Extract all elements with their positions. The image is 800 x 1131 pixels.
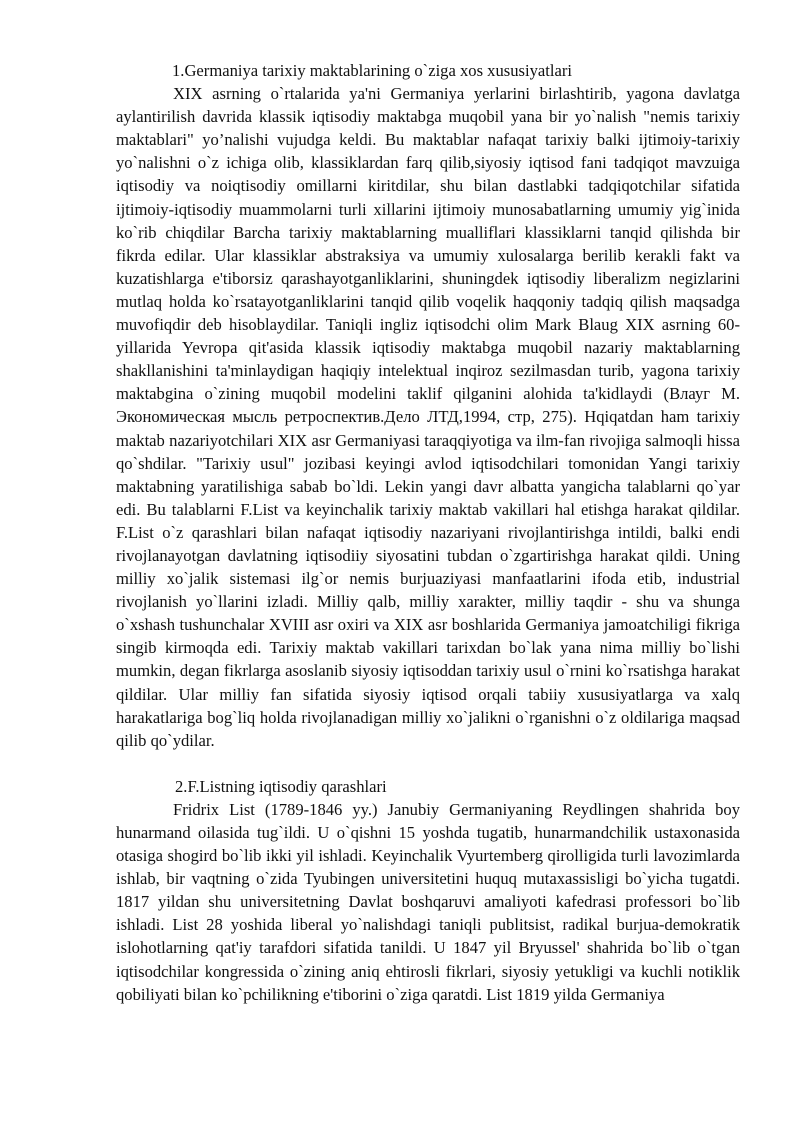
section-2-heading: 2.F.Listning iqtisodiy qarashlari	[175, 776, 387, 796]
section-1-heading: 1.Germaniya tarixiy maktablarining o`ziga xos xususiyatlari	[172, 61, 572, 80]
document-page	[116, 59, 740, 1006]
section-spacer	[116, 752, 740, 775]
section-1-paragraph: XIX asrning o`rtalarida ya'ni Germaniya yerlarini birlashtirib, yagona davlatga aylantirilish davrida klassik iqtisodiy maktabga muqobil yana bir yo`nalish "nemis tarixiy maktablari" yo’nalishi vujudga keldi. Bu maktablar nafaqat tarixiy balki ijtimoiy-tarixiy yo`nalishni o`z ichiga olib, klassiklardan farq qilib,siyosiy iqtisod fani tadqiqot mavzuiga iqtisodiy va noiqtisodiy omillarni kiritdilar, shu bilan dastlabki tadqiqotchilar sifatida ijtimoiy-iqtisodiy muammolarni turli xillarini ijtimoiy munosabatlarning umumiy yig`inida ko`rib chiqdilar Barcha tarixiy maktablarning mualliflari klassiklarni tanqid qilishda bir fikrda edilar. Ular klassiklar abstraksiya va umumiy xulosalarga berilib kerakli fakt va kuzatishlarga e'tiborsiz qarashayotganliklarini, shuningdek iqtisodiy liberalizm negizlarini mutlaq holda ko`rsatayotganliklarini tanqid qilib voqelik haqqoniy tadqiq qilish maqsadga muvofiqdir deb hisoblaydilar. Taniqli ingliz iqtisodchi olim Mark Blaug XIX asrning 60-yillarida Yevropa qit'asida klassik iqtisodiy maktabga muqobil nazariy maktablarning shakllanishini ta'minlaydigan haqiqiy intelektual inqiroz sezilmasdan turib, yagona tarixiy maktabgina o`zining muqobil modelini taklif qilganini alohida ta'kidlaydi (Влауг М. Экономическая мысль ретроспектив.Дело ЛТД,1994, стр, 275). Hqiqatdan ham tarixiy maktab nazariyotchilari XIX asr Germaniyasi taraqqiyotiga va ilm-fan rivojiga salmoqli hissa qo`shdilar. "Tarixiy usul" jozibasi keyingi avlod iqtisodchilari tomonidan Yangi tarixiy maktabning yaratilishiga sabab bo`ldi. Lekin yangi davr albatta yangicha talablarni qo`yar edi. Bu talablarni F.List va keyinchalik tarixiy maktab vakillari hal etishga harakat qildilar. F.List o`z qarashlari bilan nafaqat iqtisodiy nazariyani rivojlantirishga intildi, balki endi rivojlanayotgan davlatning iqtisodiiy siyosatini tubdan o`zgartirishga harakat qildi. Uning milliy xo`jalik sistemasi ilg`or nemis burjuaziyasi manfaatlarini ifoda etib, industrial rivojlanish yo`llarini izladi. Milliy qalb, milliy xarakter, milliy taqdir - shu va shunga o`xshash tushunchalar XVIII asr oxiri va XIX asr boshlarida Germaniya jamoatchiligi fikriga singib kirmoqda edi. Tarixiy maktab vakillari tarixdan bo`lak yana nima milliy bo`lishi mumkin, degan fikrlarga asoslanib siyosiy iqtisoddan tarixiy usul o`rnini ko`rsatishga harakat qildilar. Ular milliy fan sifatida siyosiy iqtisod orqali tabiiy xususiyatlarga va xalq harakatlariga bog`liq holda rivojlanadigan milliy xo`jalikni o`rganishni o`z oldilariga maqsad qilib qo`ydilar.	[116, 84, 740, 750]
section-2-paragraph: Fridrix List (1789-1846 yy.) Janubiy Germaniyaning Reydlingen shahrida boy hunarmand oilasida tug`ildi. U o`qishni 15 yoshda tugatib, hunarmandchilik ustaxonasida otasiga shogird bo`lib ikki yil ishladi. Keyinchalik Vyurtemberg qirolligida turli lavozimlarda ishlab, bir vaqtning o`zida Tyubingen universitetini huquq mutaxassisligi bo`yicha tugatdi. 1817 yildan shu universitetning Davlat boshqaruvi amaliyoti kafedrasi professori bo`lib ishladi. List 28 yoshida liberal yo`nalishdagi taniqli publitsist, radikal burjua-demokratik islohotlarning qat'iy tarafdori sifatida tanildi. U 1847 yil Bryussel' shahrida bo`lib o`tgan iqtisodchilar kongressida o`zining aniq ehtirosli fikrlari, siyosiy yetukligi va kuchli notiklik qobiliyati bilan ko`pchilikning e'tiborini o`ziga qaratdi. List 1819 yilda Germaniya	[116, 799, 740, 1004]
